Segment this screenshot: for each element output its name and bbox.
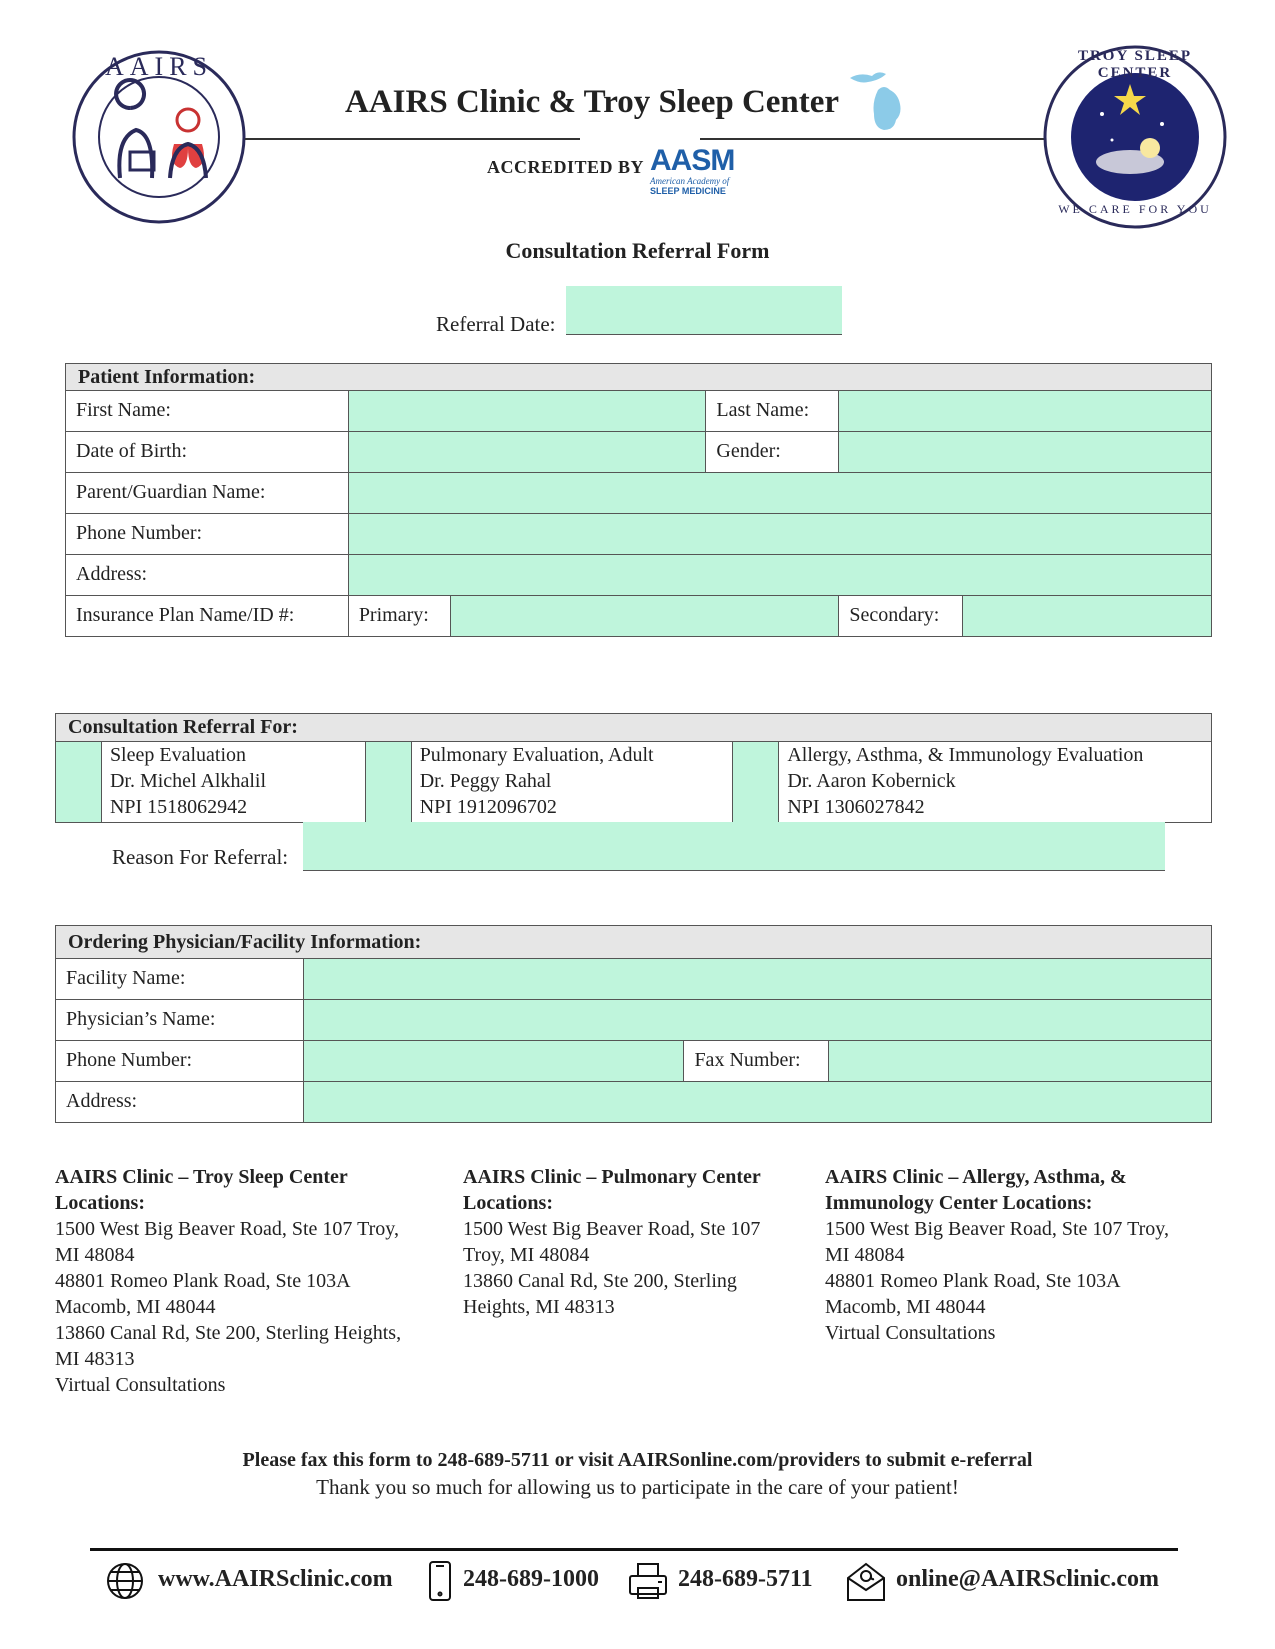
insurance-label: Insurance Plan Name/ID #: (66, 596, 349, 637)
first-name-field[interactable] (348, 391, 706, 432)
option-title: Sleep Evaluation (109, 744, 247, 766)
referral-option-sleep (101, 742, 365, 823)
locations-troy-sleep (55, 1164, 455, 1398)
mobile-phone-icon (427, 1560, 453, 1609)
location-line: 48801 Romeo Plank Road, Ste 103A (825, 1270, 1121, 1292)
locations-pulmonary (463, 1164, 823, 1320)
last-name-label: Last Name: (706, 391, 839, 432)
referral-options-table (55, 741, 1212, 823)
location-heading: Locations: (463, 1192, 553, 1214)
location-line: Virtual Consultations (825, 1322, 996, 1344)
footer-email-text: online@AAIRSclinic.com (896, 1566, 1159, 1592)
first-name-label: First Name: (66, 391, 349, 432)
referral-date-field[interactable] (566, 286, 842, 335)
secondary-label: Secondary: (839, 596, 963, 637)
troy-sleep-center-logo (1042, 44, 1228, 230)
option-doctor: Dr. Michel Alkhalil (109, 770, 267, 792)
locations-allergy (825, 1164, 1225, 1346)
option-doctor: Dr. Peggy Rahal (419, 770, 552, 792)
option-npi: NPI 1518062942 (109, 796, 248, 818)
fax-machine-icon (628, 1562, 668, 1607)
troy-logo-bottom-text: WE CARE FOR YOU (1058, 202, 1212, 216)
footer-website-text: www.AAIRSclinic.com (158, 1566, 393, 1592)
footer-phone[interactable] (427, 1560, 607, 1604)
aasm-logo (650, 146, 760, 198)
reason-field[interactable] (303, 822, 1165, 871)
fax-label: Fax Number: (684, 1041, 829, 1082)
referral-date-label: Referral Date: (436, 312, 556, 336)
footer-website[interactable] (106, 1560, 406, 1604)
email-envelope-icon (846, 1560, 886, 1609)
location-heading: Immunology Center Locations: (825, 1192, 1093, 1214)
footer-fax[interactable] (628, 1560, 828, 1604)
aasm-logo-text: AASM (650, 144, 735, 177)
location-line: MI 48313 (55, 1348, 135, 1370)
physician-name-label: Physician’s Name: (56, 1000, 304, 1041)
gender-label: Gender: (706, 432, 839, 473)
address-label: Address: (66, 555, 349, 596)
option-title: Allergy, Asthma, & Immunology Evaluation (787, 744, 1144, 766)
location-line: MI 48084 (55, 1244, 135, 1266)
referral-option-pulmonary (411, 742, 733, 823)
option-doctor: Dr. Aaron Kobernick (787, 770, 956, 792)
phone-field[interactable] (348, 514, 1211, 555)
secondary-field[interactable] (963, 596, 1212, 637)
submit-instructions: Please fax this form to 248-689-5711 or visit AAIRSonline.com/providers to submit e-referral (242, 1449, 1033, 1471)
accredited-by-label: ACCREDITED BY (487, 157, 645, 177)
patient-info-table (65, 390, 1212, 637)
footer-email[interactable] (846, 1560, 1176, 1604)
aairs-logo (70, 48, 248, 226)
referral-for-heading: Consultation Referral For: (55, 713, 1212, 741)
facility-field[interactable] (303, 959, 1211, 1000)
location-line: 48801 Romeo Plank Road, Ste 103A (55, 1270, 351, 1292)
michigan-map-icon (848, 64, 918, 139)
location-line: 1500 West Big Beaver Road, Ste 107 Troy, (55, 1218, 399, 1240)
dob-label: Date of Birth: (66, 432, 349, 473)
aairs-logo-text: AAIRS (104, 52, 213, 81)
location-line: MI 48084 (825, 1244, 905, 1266)
sleep-evaluation-checkbox[interactable] (56, 742, 102, 823)
option-npi: NPI 1306027842 (787, 796, 925, 818)
fax-field[interactable] (829, 1041, 1212, 1082)
primary-field[interactable] (450, 596, 839, 637)
location-heading: Locations: (55, 1192, 145, 1214)
troy-logo-top-text: TROY SLEEP CENTER (1077, 48, 1193, 81)
address-field[interactable] (348, 555, 1211, 596)
form-title: Consultation Referral Form (505, 238, 770, 263)
aasm-sub2: SLEEP MEDICINE (650, 186, 726, 196)
option-npi: NPI 1912096702 (419, 796, 557, 818)
dob-field[interactable] (348, 432, 706, 473)
location-line: Heights, MI 48313 (463, 1296, 615, 1318)
aasm-sub1: American Academy of (650, 176, 730, 186)
location-line: Macomb, MI 48044 (825, 1296, 986, 1318)
referral-option-allergy (779, 742, 1212, 823)
guardian-label: Parent/Guardian Name: (66, 473, 349, 514)
location-line: 13860 Canal Rd, Ste 200, Sterling Heights, (55, 1322, 402, 1344)
facility-label: Facility Name: (56, 959, 304, 1000)
gender-field[interactable] (839, 432, 1212, 473)
footer-fax-text: 248-689-5711 (678, 1566, 813, 1592)
thank-you-note: Thank you so much for allowing us to participate in the care of your patient! (316, 1475, 959, 1499)
primary-label: Primary: (348, 596, 450, 637)
last-name-field[interactable] (839, 391, 1212, 432)
location-line: 1500 West Big Beaver Road, Ste 107 Troy, (825, 1218, 1169, 1240)
globe-icon (106, 1562, 144, 1607)
guardian-field[interactable] (348, 473, 1211, 514)
location-line: Macomb, MI 48044 (55, 1296, 216, 1318)
physician-address-label: Address: (56, 1082, 304, 1123)
location-line: Troy, MI 48084 (463, 1244, 590, 1266)
physician-address-field[interactable] (303, 1082, 1211, 1123)
footer-phone-text: 248-689-1000 (463, 1566, 599, 1592)
physician-phone-label: Phone Number: (56, 1041, 304, 1082)
patient-info-heading: Patient Information: (65, 363, 1212, 391)
allergy-evaluation-checkbox[interactable] (733, 742, 779, 823)
phone-label: Phone Number: (66, 514, 349, 555)
location-heading: AAIRS Clinic – Troy Sleep Center (55, 1166, 348, 1188)
location-heading: AAIRS Clinic – Allergy, Asthma, & (825, 1166, 1127, 1188)
pulmonary-evaluation-checkbox[interactable] (365, 742, 411, 823)
location-line: 13860 Canal Rd, Ste 200, Sterling (463, 1270, 737, 1292)
header-rule-left (245, 138, 580, 140)
location-line: Virtual Consultations (55, 1374, 226, 1396)
physician-table (55, 958, 1212, 1123)
footer-rule (90, 1548, 1178, 1551)
reason-label: Reason For Referral: (112, 845, 289, 869)
location-line: 1500 West Big Beaver Road, Ste 107 (463, 1218, 761, 1240)
option-title: Pulmonary Evaluation, Adult (419, 744, 654, 766)
physician-heading: Ordering Physician/Facility Information: (55, 925, 1212, 958)
physician-phone-field[interactable] (303, 1041, 684, 1082)
location-heading: AAIRS Clinic – Pulmonary Center (463, 1166, 761, 1188)
clinic-title: AAIRS Clinic & Troy Sleep Center (345, 84, 840, 120)
physician-name-field[interactable] (303, 1000, 1211, 1041)
